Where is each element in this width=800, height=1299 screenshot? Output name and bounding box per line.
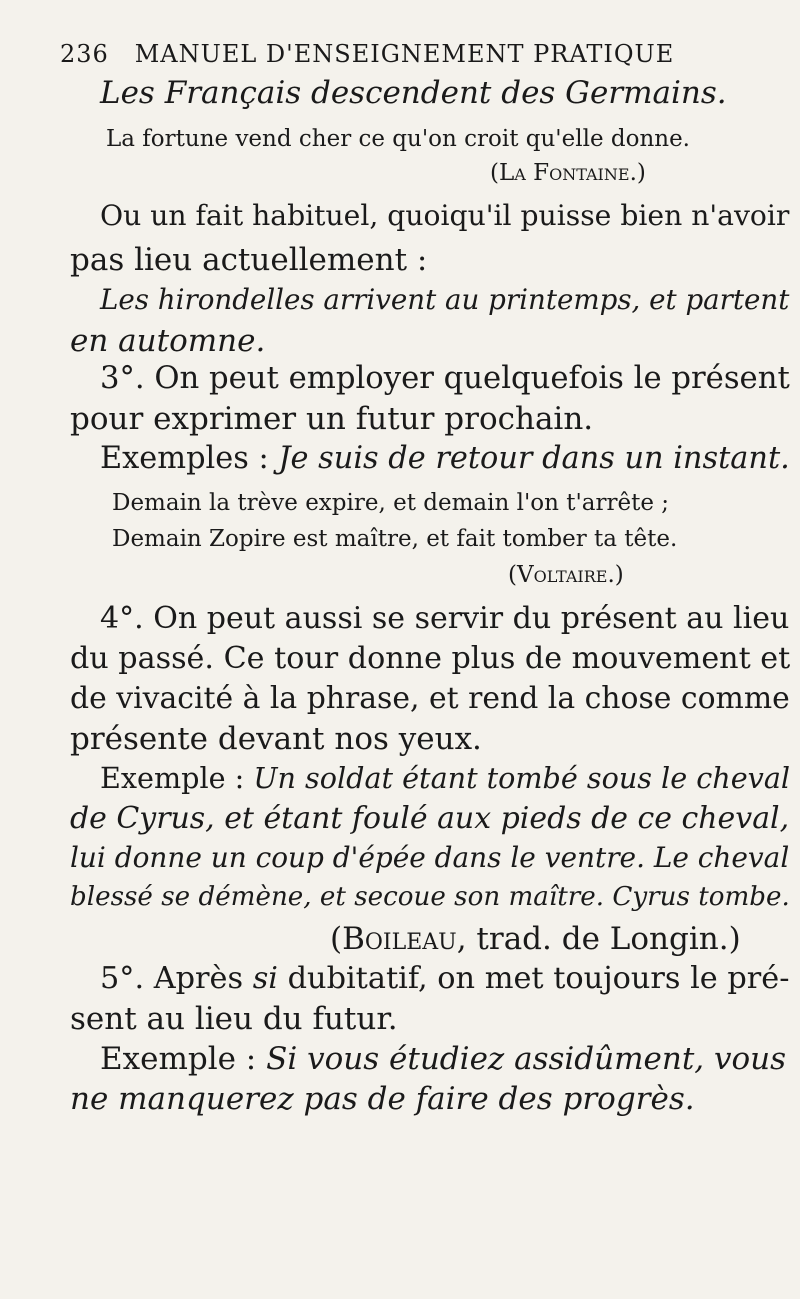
paragraph-line: pour exprimer un futur prochain. — [70, 401, 594, 437]
quote-line: La fortune vend cher ce qu'on croit qu'elle donne. — [106, 126, 690, 152]
paragraph-line: sent au lieu du futur. — [70, 1001, 398, 1037]
paragraph-line: présente devant nos yeux. — [70, 721, 482, 757]
paragraph-line: Ou un fait habituel, quoiqu'il puisse bien n'avoir — [100, 199, 790, 232]
paragraph-line: pas lieu actuellement : — [70, 242, 428, 278]
paragraph-line: Exemple : Si vous étudiez assidûment, vous — [100, 1041, 787, 1077]
example-line: ne manquerez pas de faire des progrès. — [70, 1081, 695, 1117]
attribution: (Voltaire.) — [508, 562, 624, 588]
running-title: MANUEL D'ENSEIGNEMENT PRATIQUE — [134, 40, 675, 68]
paragraph-line: 5°. Après si dubitatif, on met toujours le pré- — [100, 961, 790, 996]
quote-line: Demain Zopire est maître, et fait tomber ta tête. — [112, 526, 678, 552]
example-line: de Cyrus, et étant foulé aux pieds de ce cheval, — [70, 801, 790, 836]
example-line: lui donne un coup d'épée dans le ventre. Le cheval — [70, 841, 790, 874]
page-header — [60, 42, 674, 66]
paragraph-line: Exemples : Je suis de retour dans un instant. — [100, 441, 790, 476]
paragraph-line: Exemple : Un soldat étant tombé sous le cheval — [100, 761, 791, 795]
paragraph-line: de vivacité à la phrase, et rend la chose comme — [70, 681, 790, 716]
page-number: 236 — [60, 40, 109, 68]
paragraph-line: 3°. On peut employer quelquefois le présent — [100, 361, 790, 396]
example-line: blessé se démène, et secoue son maître. Cyrus tombe. — [70, 882, 790, 912]
attribution: (Boileau, trad. de Longin.) — [330, 921, 741, 957]
example-line: en automne. — [70, 323, 266, 359]
attribution: (La Fontaine.) — [490, 160, 646, 186]
paragraph-line: 4°. On peut aussi se servir du présent au lieu — [100, 601, 790, 636]
example-line: Les hirondelles arrivent au printemps, et partent — [100, 283, 790, 316]
paragraph-line: du passé. Ce tour donne plus de mouvement et — [70, 641, 791, 676]
quote-line: Demain la trève expire, et demain l'on t'arrête ; — [112, 490, 670, 516]
example-line: Les Français descendent des Germains. — [100, 75, 727, 111]
